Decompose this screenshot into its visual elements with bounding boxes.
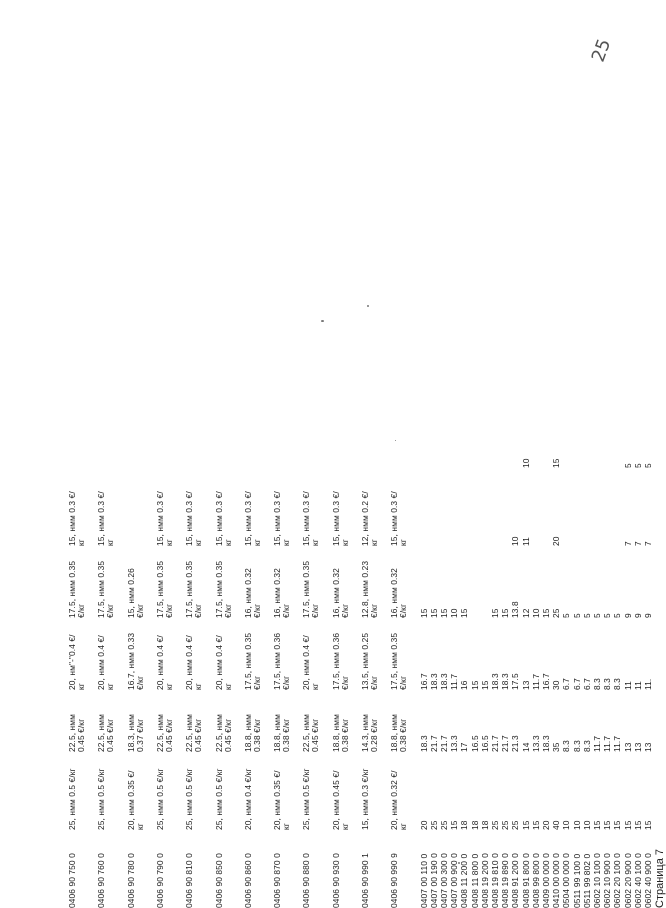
tariff-code-cell: 0408 91 800 0 [520,853,531,908]
rate-cell: 15, нмм 0.3 €/кг [67,491,86,546]
rate-cell: 15 [479,680,490,690]
rate-cell: 25, нмм 0.5 €/кг [154,768,165,830]
rate-cell: 15 [428,608,439,618]
rate-cell: 21.7 [439,735,449,752]
rate-cell: 10 [571,820,582,830]
rate-cell: 16.7 [418,673,429,690]
rate-cell: 16.7, нмм 0.33 €/кг [125,632,145,690]
rate-cell: 25 [490,820,500,830]
rate-cell: 15 [449,820,460,830]
rate-cell: 7 [622,541,633,546]
rate-cell: 20, нмм 0.4 €/кг [213,635,233,690]
rotated-tariff-table [67,348,666,908]
rate-cell: 16.5 [479,735,490,752]
rate-cell: 11.7 [602,735,613,752]
rate-cell: 15, нмм 0.3 €/кг [360,768,370,830]
rate-cell: 17.5, нмм 0.35 €/кг [96,560,116,618]
rate-cell: 15 [459,608,470,618]
rate-cell: 13.5, нмм 0.25 €/кг [360,632,379,690]
rate-cell: 6.7 [561,678,572,690]
rate-cell: 5 [602,613,613,618]
tariff-code-cell: 0602 20 900 0 [622,853,633,908]
rate-cell: 22.5, нмм 0.45 €/кг [213,714,233,752]
rate-cell: 17.5, нмм 0.35 €/кг [301,560,321,618]
rate-cell: 18 [469,820,480,830]
tariff-code-cell: 0407 00 900 0 [449,853,460,908]
rate-cell: 30 [551,680,562,690]
rate-cell: 11. [643,678,653,690]
rate-cell: 18.3 [541,735,551,752]
tariff-code-cell: 0408 91 200 0 [510,853,521,908]
rate-cell: 15 [520,820,531,830]
rate-cell: 8.3 [612,678,623,690]
rate-cell: 25, нмм 0.5 €/кг [213,768,224,830]
tariff-code-cell: 0406 90 780 0 [125,853,136,908]
rate-cell: 25 [428,820,439,830]
rate-cell: 20, нмм 0.4 €/кг [242,768,253,830]
tariff-code-cell: 0406 90 860 0 [242,853,253,908]
tariff-code-cell: 0504 00 000 0 [561,853,572,908]
tariff-code-cell: 0407 00 300 0 [439,853,449,908]
tariff-code-cell: 0602 40 900 0 [643,853,653,908]
rate-cell: 5 [581,613,592,618]
rate-cell: 8.3 [592,678,602,690]
rate-cell: 15, нмм 0.3 €/кг [184,491,204,546]
rate-cell: 17.5, нмм 0.35 €/кг [389,632,409,690]
rate-cell: 11 [622,681,633,690]
rate-cell: 10 [530,608,541,618]
rate-cell: 20 [541,820,551,830]
rate-cell: 17.5, нмм 0.35 €/кг [184,560,204,618]
rate-cell: 20 [418,820,429,830]
rate-cell: 5 [612,613,623,618]
rate-cell: 13.3 [530,735,541,752]
rate-cell: 35 [551,742,562,752]
rate-cell: 8.3 [561,740,572,752]
rate-cell: 18.3 [439,673,449,690]
rate-cell: 16, нмм 0.32 €/кг [330,568,350,618]
tariff-code-cell: 0409 00 000 0 [541,853,551,908]
rate-cell: 9 [632,613,643,618]
rate-cell: 6.7 [581,678,592,690]
rate-cell: 5 [592,613,602,618]
rate-cell: 8.3 [571,740,582,752]
rate-cell: 11 [520,537,531,546]
rate-cell: 18 [459,820,470,830]
rate-cell: 20, нмм 0.35 €/кг [125,770,145,830]
rate-cell: 20, нмм 0.4 €/кг [96,635,116,690]
rate-cell: 11 [632,681,643,690]
tariff-code-cell: 0408 19 200 0 [479,853,490,908]
tariff-code-cell: 0407 00 190 0 [428,853,439,908]
tariff-code-cell: 0408 11 800 0 [469,853,480,908]
rate-cell: 20, нм"‐"0.4 €/кг [67,634,86,690]
rate-cell: 17.5, нмм 0.35 €/кг [154,560,174,618]
tariff-code-cell: 0602 10 100 0 [592,853,602,908]
tariff-code-cell: 0406 90 880 0 [301,853,312,908]
tariff-code-cell: 0410 00 000 0 [551,853,562,908]
rate-cell: 17.5, нмм 0.35 €/кг [213,560,233,618]
rate-cell: 15 [541,608,551,618]
rate-cell: 15, нмм 0.3 €/кг [96,491,116,546]
rate-cell: 20, нмм 0.4 €/кг [301,635,321,690]
rate-cell: 9 [643,613,653,618]
rate-cell: 22.5, нмм 0.45 €/кг [96,714,116,752]
rate-cell: 18.3 [490,673,500,690]
rate-cell: 15 [500,608,511,618]
tariff-code-cell: 0406 90 990 9 [389,853,400,908]
rate-cell: 15, нмм 0.3 €/кг [154,491,174,546]
rate-cell: 11.7 [612,735,623,752]
handwritten-page-mark: 25 [587,36,616,65]
rate-cell: 18 [479,820,490,830]
rate-cell: 12 [520,608,531,618]
rate-cell: 15, нмм 0.3 €/кг [301,491,321,546]
rate-cell: 18.8, нмм 0.38 €/кг [242,714,262,752]
tariff-code-cell: 0406 90 870 0 [272,853,283,908]
tariff-code-cell: 0406 90 850 0 [213,853,224,908]
rate-cell: 18.8, нмм 0.38 €/кг [330,714,350,752]
rate-cell: 25 [510,820,521,830]
rate-cell: 13 [622,742,633,752]
rate-cell: 18.8, нмм 0.38 €/кг [389,714,409,752]
rate-cell: 18.8, нмм 0.38 €/кг [272,714,292,752]
rate-cell: 40 [551,820,562,830]
rate-cell: 7 [643,541,653,546]
rate-cell: 6.7 [571,678,582,690]
rate-cell: 5 [622,463,633,468]
rate-cell: 15 [612,820,623,830]
rate-cell: 22.5, нмм 0.45 €/кг [67,714,86,752]
rate-cell: 25, нмм 0.5 €/кг [184,768,195,830]
rate-cell: 25, нмм 0.5 €/кг [96,768,107,830]
rate-cell: 17.5, нмм 0.35 €/кг [242,632,262,690]
rate-cell: 16, нмм 0.32 €/кг [242,568,262,618]
rate-cell: 12, нмм 0.2 €/кг [360,491,379,546]
rate-cell: 16 [459,680,470,690]
rate-cell: 8.3 [602,678,613,690]
tariff-code-cell: 0406 90 790 0 [154,853,165,908]
rate-cell: 20 [551,536,562,546]
rate-cell: 15 [592,820,602,830]
scan-speck [367,305,369,307]
rate-cell: 5 [561,613,572,618]
rate-cell: 5 [643,463,653,468]
tariff-code-cell: 0511 99 100 0 [571,853,582,908]
rate-cell: 8.3 [581,740,592,752]
rate-cell: 21.3 [510,735,521,752]
rate-cell: 5 [632,463,643,468]
rate-cell: 25 [551,608,562,618]
tariff-code-cell: 0602 40 100 0 [632,853,643,908]
rate-cell: 15 [643,820,653,830]
rate-cell: 17.5, нмм 0.35 €/кг [67,560,86,618]
rate-cell: 25 [500,820,511,830]
rate-cell: 15, нмм 0.3 €/кг [242,491,262,546]
rate-cell: 11.7 [592,735,602,752]
tariff-code-cell: 0406 90 930 0 [330,853,341,908]
rate-cell: 16, нмм 0.32 €/кг [272,568,292,618]
rate-cell: 15, нмм 0.3 €/кг [389,491,409,546]
rate-cell: 11.7 [449,673,460,690]
rate-cell: 15, нмм 0.3 €/кг [272,491,292,546]
rate-cell: 22.5, нмм 0.45 €/кг [154,714,174,752]
rate-cell: 20, нмм 0.35 €/кг [272,770,292,830]
rate-cell: 17.5 [510,673,521,690]
rate-cell: 13 [632,742,643,752]
rate-cell: 14 [520,742,531,752]
rate-cell: 17 [459,742,470,752]
scan-speck [321,320,324,322]
rate-cell: 9 [622,613,633,618]
rate-cell: 10 [581,820,592,830]
tariff-code-cell: 0408 11 200 0 [459,853,470,908]
rate-cell: 15 [490,608,500,618]
tariff-code-cell: 0408 19 810 0 [490,853,500,908]
rate-cell: 18.3 [428,673,439,690]
tariff-code-cell: 0408 99 800 0 [530,853,541,908]
rate-cell: 18.3 [418,735,429,752]
rate-cell: 10 [520,458,531,468]
rate-cell: 25 [439,820,449,830]
tariff-code-cell: 0406 90 810 0 [184,853,195,908]
tariff-code-cell: 0408 19 890 0 [500,853,511,908]
tariff-code-cell: 0602 10 900 0 [602,853,613,908]
rate-cell: 15 [551,458,562,468]
page-footer: Страница 7 [654,848,666,908]
rate-cell: 14.3, нмм 0.28 €/кг [360,714,379,752]
rate-cell: 17.5, нмм 0.36 €/кг [272,632,292,690]
rate-cell: 13 [520,680,531,690]
rate-cell: 11.7 [530,673,541,690]
rate-cell: 16.7 [541,673,551,690]
rate-cell: 25, нмм 0.5 €/кг [301,768,312,830]
rate-cell: 13.3 [449,735,460,752]
rate-cell: 20, нмм 0.32 €/кг [389,770,409,830]
rate-cell: 15 [469,680,480,690]
rate-cell: 15 [418,608,429,618]
tariff-code-cell: 0407 00 110 0 [418,853,429,908]
rate-cell: 25, нмм 0.5 €/кг [67,768,77,830]
rate-cell: 20, нмм 0.4 €/кг [154,635,174,690]
rate-cell: 10 [561,820,572,830]
rate-cell: 20, нмм 0.4 €/кг [184,635,204,690]
rate-cell: 21.7 [490,735,500,752]
rate-cell: 17.5, нмм 0.36 €/кг [330,632,350,690]
tariff-code-cell: 0406 90 750 0 [67,853,77,908]
rate-cell: 7 [632,541,643,546]
rate-cell: 15 [439,608,449,618]
rate-cell: 13 [643,742,653,752]
rate-cell: 15, нмм 0.26 €/кг [125,568,145,618]
rate-cell: 15 [622,820,633,830]
rate-cell: 15 [530,820,541,830]
rate-cell: 18.3, нмм 0.37 €/кг [125,714,145,752]
rate-cell: 18.3 [500,673,511,690]
rate-cell: 21.7 [428,735,439,752]
rate-cell: 15, нмм 0.3 €/кг [213,491,233,546]
tariff-code-cell: 0406 90 990 1 [360,853,370,908]
rate-cell: 16.5 [469,735,480,752]
rate-cell: 10 [449,608,460,618]
rate-cell: 5 [571,613,582,618]
rate-cell: 15 [632,820,643,830]
rate-cell: 21.7 [500,735,511,752]
rate-cell: 22.5, нмм 0.45 €/кг [184,714,204,752]
rate-cell: 16, нмм 0.32 €/кг [389,568,409,618]
tariff-code-cell: 0602 20 100 0 [612,853,623,908]
rate-cell: 12.8, нмм 0.23 €/кг [360,560,379,618]
rate-cell: 10 [510,536,521,546]
tariff-code-cell: 0406 90 760 0 [96,853,107,908]
rate-cell: 22.5, нмм 0.45 €/кг [301,714,321,752]
rate-cell: 13.8 [510,601,521,618]
rate-cell: 20, нмм 0.45 €/кг [330,770,350,830]
rate-cell: 15, нмм 0.3 €/кг [330,491,350,546]
tariff-code-cell: 0511 99 802 0 [581,853,592,908]
rate-cell: 15 [602,820,613,830]
